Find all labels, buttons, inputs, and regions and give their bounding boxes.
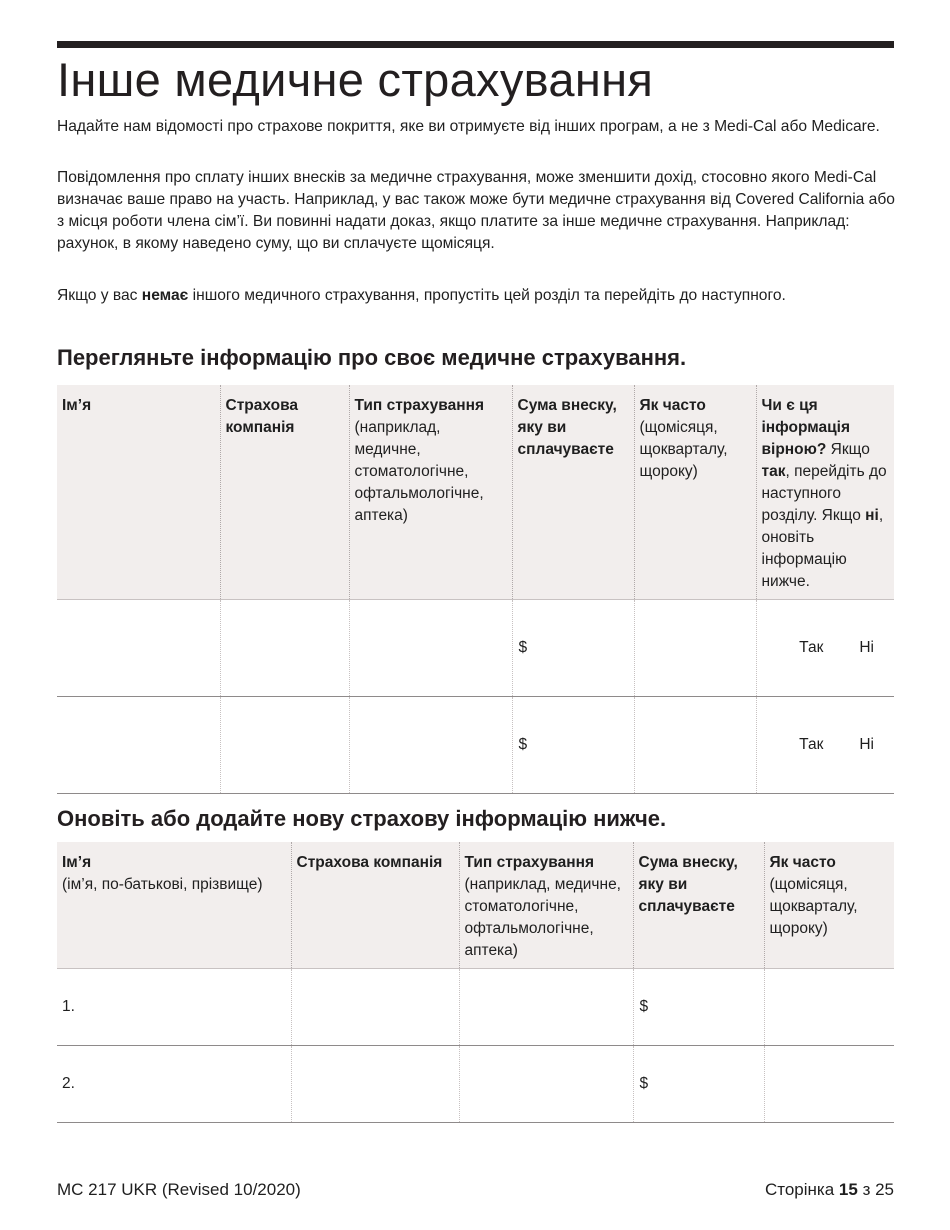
col-type: Тип страхування (наприклад, медичне, стоматологічне, офтальмологічне, аптека)	[349, 385, 512, 600]
review-table-header	[57, 385, 894, 600]
table-row	[57, 969, 894, 1046]
correct-cell	[756, 600, 894, 697]
name-cell[interactable]	[57, 600, 220, 697]
row-number: 2.	[62, 1075, 75, 1092]
update-heading: Оновіть або додайте нову страхову інформацію нижче.	[57, 806, 667, 831]
update-insurance-table	[57, 842, 894, 1123]
frequency-cell[interactable]	[764, 1046, 894, 1123]
review-heading: Перегляньте інформацію про своє медичне страхування.	[57, 345, 687, 370]
skip-paragraph: Якщо у вас немає іншого медичного страхування, пропустіть цей розділ та перейдіть до наступного.	[57, 287, 786, 304]
col-type: Тип страхування (наприклад, медичне, стоматологічне, офтальмологічне, аптека)	[459, 842, 633, 969]
company-cell[interactable]	[220, 600, 349, 697]
table-row	[57, 1046, 894, 1123]
company-cell[interactable]	[220, 697, 349, 794]
page-title: Інше медичне страхування	[57, 53, 654, 106]
no-option[interactable]: Ні	[859, 639, 874, 656]
correct-cell	[756, 697, 894, 794]
frequency-cell[interactable]	[764, 969, 894, 1046]
amount-cell[interactable]	[512, 600, 634, 697]
yes-option[interactable]: Так	[799, 736, 824, 753]
type-cell[interactable]	[349, 697, 512, 794]
amount-cell[interactable]	[512, 697, 634, 794]
dollar-sign: $	[518, 736, 528, 753]
type-cell[interactable]	[459, 969, 633, 1046]
intro-paragraph: Надайте нам відомості про страхове покриття, яке ви отримуєте від інших програм, а не з Medi-Cal або Medicare.	[57, 118, 880, 135]
review-insurance-table	[57, 385, 894, 794]
dollar-sign: $	[518, 639, 528, 656]
type-cell[interactable]	[459, 1046, 633, 1123]
name-cell[interactable]	[57, 1046, 291, 1123]
col-amount: Сума внеску, яку ви сплачуваєте	[633, 842, 764, 969]
dollar-sign: $	[639, 1075, 649, 1092]
name-cell[interactable]	[57, 697, 220, 794]
type-cell[interactable]	[349, 600, 512, 697]
amount-cell[interactable]	[633, 1046, 764, 1123]
col-name: Ім’я	[57, 385, 220, 600]
table-row	[57, 600, 894, 697]
col-company: Страхова компанія	[291, 842, 459, 969]
col-amount: Сума внеску, яку ви сплачуваєте	[512, 385, 634, 600]
name-cell[interactable]	[57, 969, 291, 1046]
form-id: MC 217 UKR (Revised 10/2020)	[57, 1180, 301, 1199]
update-table-header	[57, 842, 894, 969]
table-row	[57, 697, 894, 794]
page-number: Сторінка 15 з 25	[764, 1180, 894, 1199]
frequency-cell[interactable]	[634, 600, 756, 697]
dollar-sign: $	[639, 998, 649, 1015]
col-frequency: Як часто (щомісяця, щокварталу, щороку)	[764, 842, 894, 969]
col-correct: Чи є ця інформація вірною? Якщо так, перейдіть до наступного розділу. Якщо ні, оновіть інформацію нижче.	[756, 385, 894, 600]
top-rule	[57, 41, 894, 48]
company-cell[interactable]	[291, 969, 459, 1046]
company-cell[interactable]	[291, 1046, 459, 1123]
no-option[interactable]: Ні	[859, 736, 874, 753]
col-name: Ім’я (ім’я, по-батькові, прізвище)	[57, 842, 291, 969]
amount-cell[interactable]	[633, 969, 764, 1046]
yes-option[interactable]: Так	[799, 639, 824, 656]
row-number: 1.	[62, 998, 75, 1015]
frequency-cell[interactable]	[634, 697, 756, 794]
premium-paragraph: Повідомлення про сплату інших внесків за медичне страхування, може зменшити дохід, стосовно якого Medi-Cal визначає ваше право на участь. Наприклад, у вас також може бути медичне страхування від Covered California або з місця роботи члена сім’ї. Ви повинні надати доказ, якщо платите за інше медичне страхування. Наприклад: рахунок, в якому наведено суму, що ви сплачуєте щомісяця.	[57, 169, 895, 252]
col-frequency: Як часто (щомісяця, щокварталу, щороку)	[634, 385, 756, 600]
col-company: Страхова компанія	[220, 385, 349, 600]
